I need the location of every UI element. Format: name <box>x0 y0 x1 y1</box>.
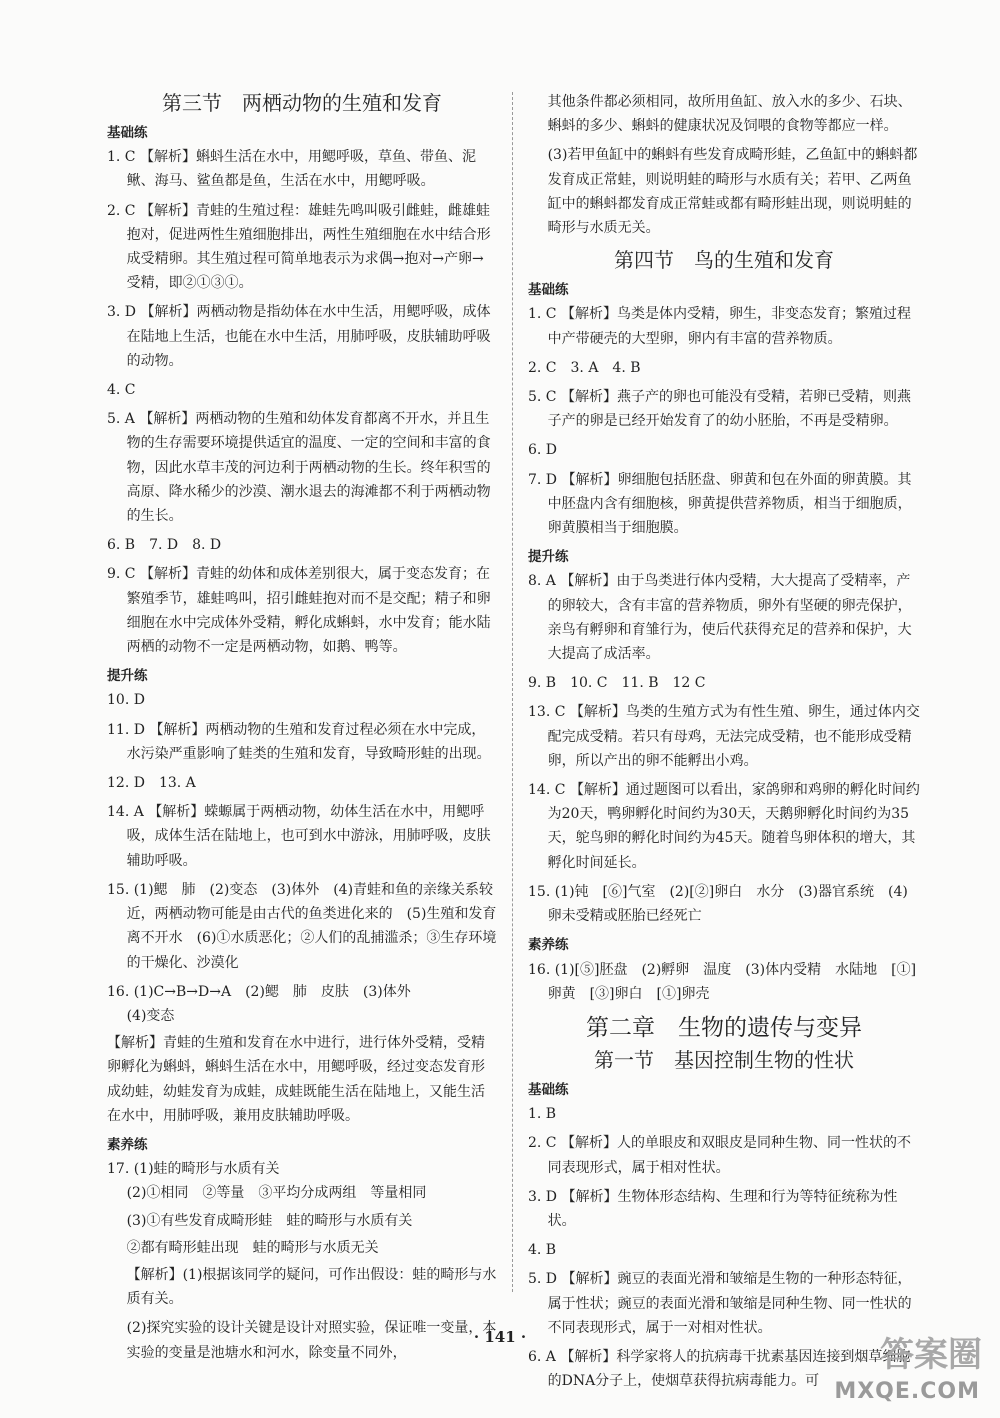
answer-item: 5. D 【解析】豌豆的表面光滑和皱缩是生物的一种形态特征，属于性状；豌豆的表面光滑和皱缩是同种生物、同一性状的不同表现形式，属于一对相对性状。 <box>528 1271 912 1336</box>
answer-item: 14. C 【解析】通过题图可以看出，家鸽卵和鸡卵的孵化时间约为20天，鸭卵孵化时间约为30天，天鹅卵孵化时间约为35天，鸵鸟卵的孵化时间约为45天。随着鸟卵体积的增大，其孵化时间延长。 <box>528 782 920 871</box>
column-divider <box>512 92 513 1292</box>
answer-item: 6. B 7. D 8. D <box>107 537 222 554</box>
answer-item: 1. C 【解析】鸟类是体内受精，卵生，非变态发育；繁殖过程中产带硬壳的大型卵，卵内有丰富的营养物质。 <box>528 306 911 347</box>
answer-item: 6. D <box>528 442 558 459</box>
answer-item: 5. A 【解析】两栖动物的生殖和幼体发育都离不开水，并且生物的生存需要环境提供适宜的温度、一定的空间和丰富的食物，因此水草丰茂的河边利于两栖动物的生长。终年积雪的高原、降水稀少的沙漠、潮水退去的海滩都不利于两栖动物的生长。 <box>107 411 491 525</box>
answer-item: 3. D 【解析】两栖动物是指幼体在水中生活，用鳃呼吸，成体在陆地上生活，也能在水中生活，用肺呼吸，皮肤辅助呼吸的动物。 <box>107 304 491 369</box>
answer-item: 8. A 【解析】由于鸟类进行体内受精，大大提高了受精率，产的卵较大，含有丰富的营养物质，卵外有坚硬的卵壳保护，亲鸟有孵卵和育雏行为，使后代获得充足的营养和保护，大大提高了成活率。 <box>528 573 912 663</box>
answer-item: 2. C 3. A 4. B <box>528 359 641 376</box>
subhead-suyang: 素养练 <box>107 1136 148 1153</box>
watermark-logo: 答案圈 <box>880 1335 982 1375</box>
subhead-jichu: 基础练 <box>528 1081 569 1098</box>
answer-subline: (2)①相同 ②等量 ③平均分成两组 等量相同 <box>126 1185 427 1202</box>
section-title: 第一节 基因控制生物的性状 <box>594 1047 854 1072</box>
answer-item: 1. B <box>528 1106 557 1123</box>
answer-subline: ②都有畸形蛙出现 蛙的畸形与水质无关 <box>126 1239 379 1256</box>
chapter-title: 第二章 生物的遗传与变异 <box>586 1014 862 1041</box>
answer-analysis: 【解析】青蛙的生殖和发育在水中进行，进行体外受精，受精卵孵化为蝌蚪，蝌蚪生活在水中，用鳃呼吸，经过变态发育形成幼蛙，幼蛙发育为成蛙，成蛙既能生活在陆地上，又能生活在水中，用肺呼吸，兼用皮肤辅助呼吸。 <box>107 1035 485 1124</box>
answer-item: 4. C <box>107 382 136 399</box>
section-title: 第三节 两栖动物的生殖和发育 <box>162 91 442 115</box>
subhead-jichu: 基础练 <box>528 282 569 299</box>
answer-item: 15. (1)鳃 肺 (2)变态 (3)体外 (4)青蛙和鱼的亲缘关系较近，两栖动物可能是由古代的鱼类进化来的 (5)生殖和发育离不开水 (6)①水质恶化；②人们的乱捕滥杀；③生存环境的干燥化、沙漠化 <box>107 881 497 971</box>
answer-item: 10. D <box>107 692 145 709</box>
answer-item: 9. B 10. C 11. B 12 C <box>528 675 706 692</box>
left-column <box>107 84 497 1370</box>
right-column <box>528 90 920 1398</box>
answer-subline: (4)变态 <box>126 1007 175 1024</box>
answer-item: 2. C 【解析】人的单眼皮和双眼皮是同种生物、同一性状的不同表现形式，属于相对性状。 <box>528 1135 911 1176</box>
page-number: · 141 · <box>473 1328 527 1346</box>
subhead-tisheng: 提升练 <box>107 668 148 685</box>
subhead-jichu: 基础练 <box>107 125 148 141</box>
answer-item: 2. C 【解析】青蛙的生殖过程：雄蛙先鸣叫吸引雌蛙，雌雄蛙抱对，促进两性生殖细胞排出，两性生殖细胞在水中结合形成受精卵。其生殖过程可简单地表示为求偶→抱对→产卵→受精，即②①③①。 <box>107 202 491 292</box>
answer-item: 6. A 【解析】科学家将人的抗病毒干扰素基因连接到烟草细胞的DNA分子上，使烟草获得抗病毒能力。可 <box>528 1348 911 1390</box>
answer-subline: (3)①有些发育成畸形蛙 蛙的畸形与水质有关 <box>126 1212 413 1229</box>
answer-item: 17. (1)蛙的畸形与水质有关 <box>107 1161 280 1178</box>
answer-continuation: 其他条件都必须相同，故所用鱼缸、放入水的多少、石块、蝌蚪的多少、蝌蚪的健康状况及饲喂的食物等都应一样。 <box>547 94 912 135</box>
answer-item: 9. C 【解析】青蛙的幼体和成体差别很大，属于变态发育；在繁殖季节，雄蛙鸣叫，招引雌蛙抱对而不是交配；精子和卵细胞在水中完成体外受精，孵化成蝌蚪，水中发育；能水陆两栖的动物不一定是两栖动物，如鹅、鸭等。 <box>107 566 491 656</box>
subhead-tisheng: 提升练 <box>528 549 569 566</box>
answer-item: 1. C 【解析】蝌蚪生活在水中，用鳃呼吸，草鱼、带鱼、泥鳅、海马、鲨鱼都是鱼，生活在水中，用鳃呼吸。 <box>107 149 476 190</box>
answer-item: 5. C 【解析】燕子产的卵也可能没有受精，若卵已受精，则燕子产的卵是已经开始发育了的幼小胚胎，不再是受精卵。 <box>528 389 911 430</box>
answer-item: 11. D 【解析】两栖动物的生殖和发育过程必须在水中完成，水污染严重影响了蛙类的生殖和发育，导致畸形蛙的出现。 <box>107 721 491 762</box>
answer-item: 16. (1)[⑤]胚盘 (2)孵卵 温度 (3)体内受精 水陆地 [①]卵黄 [③]卵白 [①]卵壳 <box>528 961 917 1002</box>
answer-item: 16. (1)C→B→D→A (2)鳃 肺 皮肤 (3)体外 <box>107 983 411 1000</box>
answer-item: 12. D 13. A <box>107 775 196 792</box>
answer-item: 13. C 【解析】鸟类的生殖方式为有性生殖、卵生，通过体内交配完成受精。若只有母鸡，无法完成受精，也不能形成受精卵，所以产出的卵不能孵出小鸡。 <box>528 704 920 769</box>
answer-item: 7. D 【解析】卵细胞包括胚盘、卵黄和包在外面的卵黄膜。其中胚盘内含有细胞核，卵黄提供营养物质，相当于细胞质，卵黄膜相当于细胞膜。 <box>528 471 912 537</box>
watermark-url: MXQE.COM <box>834 1379 980 1404</box>
answer-item: 4. B <box>528 1242 557 1259</box>
section-title: 第四节 鸟的生殖和发育 <box>614 248 834 273</box>
answer-item: 3. D 【解析】生物体形态结构、生理和行为等特征统称为性状。 <box>528 1188 898 1229</box>
answer-continuation: (3)若甲鱼缸中的蝌蚪有些发育成畸形蛙，乙鱼缸中的蝌蚪都发育成正常蛙，则说明蛙的畸形与水质有关；若甲、乙两鱼缸中的蝌蚪都发育成正常蛙或都有畸形蛙出现，则说明蛙的畸形与水质无关。 <box>547 147 918 237</box>
answer-analysis: 【解析】(1)根据该同学的疑问，可作出假设：蛙的畸形与水质有关。 <box>126 1266 497 1308</box>
answer-item: 15. (1)钝 [⑥]气室 (2)[②]卵白 水分 (3)器官系统 (4)卵未受精或胚胎已经死亡 <box>528 883 908 925</box>
answer-analysis: (2)探究实验的设计关键是设计对照实验，保证唯一变量，本实验的变量是池塘水和河水，除变量不同外， <box>126 1320 497 1361</box>
subhead-suyang: 素养练 <box>528 937 569 954</box>
answer-item: 14. A 【解析】蝾螈属于两栖动物，幼体生活在水中，用鳃呼吸，成体生活在陆地上，也可到水中游泳，用肺呼吸，皮肤辅助呼吸。 <box>107 804 491 869</box>
